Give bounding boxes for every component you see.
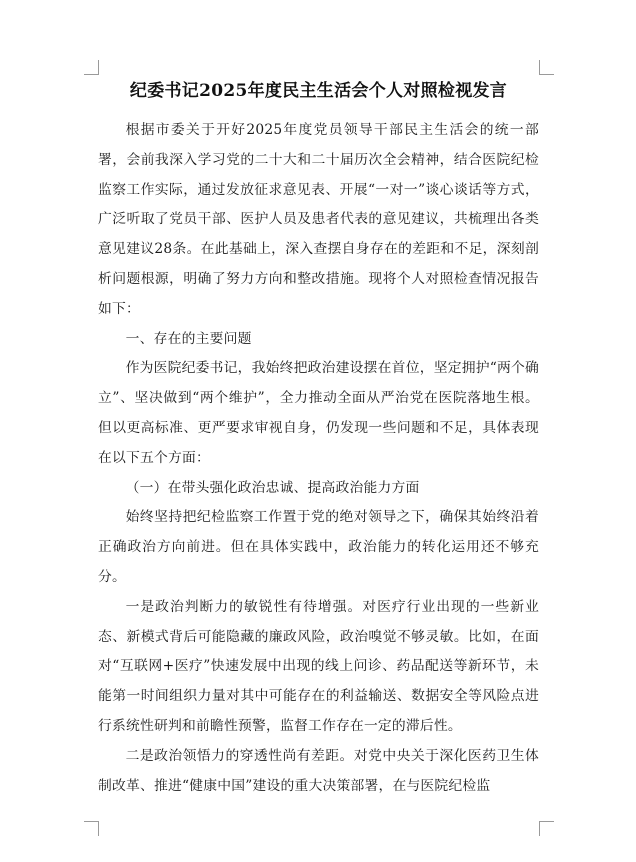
document-body [98, 76, 539, 801]
subsection-heading-political-loyalty: （一）在带头强化政治忠诚、提高政治能力方面 [125, 479, 420, 496]
crop-mark-bottom-right [539, 821, 554, 836]
paragraph-point-one: 一是政治判断力的敏锐性有待增强。对医疗行业出现的一些新业态、新模式背后可能隐藏的廉政风险，政治嗅觉不够灵敏。比如，在面对“互联网+医疗”快速发展中出现的线上问诊、药品配送等新环节，未能第一时间组织力量对其中可能存在的利益输送、数据安全等风险点进行系统性研判和前瞻性预警，监督工作存在一定的滞后性。 [98, 598, 539, 734]
crop-mark-bottom-left [84, 821, 99, 836]
paragraph-political-practice: 始终坚持把纪检监察工作置于党的绝对领导之下，确保其始终沿着正确政治方向前进。但在具体实践中，政治能力的转化运用还不够充分。 [98, 509, 539, 585]
paragraph-intro: 根据市委关于开好2025年度党员领导干部民主生活会的统一部署，会前我深入学习党的二十大和二十届历次全会精神，结合医院纪检监察工作实际，通过发放征求意见表、开展“一对一”谈心谈话等方式，广泛听取了党员干部、医护人员及患者代表的意见建议，共梳理出各类意见建议28条。在此基础上，深入查摆自身存在的差距和不足，深刻剖析问题根源，明确了努力方向和整改措施。现将个人对照检查情况报告如下： [98, 122, 539, 317]
body-text [98, 116, 539, 801]
paragraph-overview: 作为医院纪委书记，我始终把政治建设摆在首位，坚定拥护“两个确立”、坚决做到“两个维护”，全力推动全面从严治党在医院落地生根。但以更高标准、更严要求审视自身，仍发现一些问题和不足，具体表现在以下五个方面： [98, 360, 539, 466]
document-title: 纪委书记2025年度民主生活会个人对照检视发言 [129, 81, 508, 101]
crop-mark-top-left [84, 60, 99, 75]
paragraph-point-two: 二是政治领悟力的穿透性尚有差距。对党中央关于深化医药卫生体制改革、推进“健康中国”建设的重大决策部署，在与医院纪检监 [98, 747, 539, 794]
crop-mark-top-right [539, 60, 554, 75]
section-heading-main-problems: 一、存在的主要问题 [125, 330, 252, 347]
